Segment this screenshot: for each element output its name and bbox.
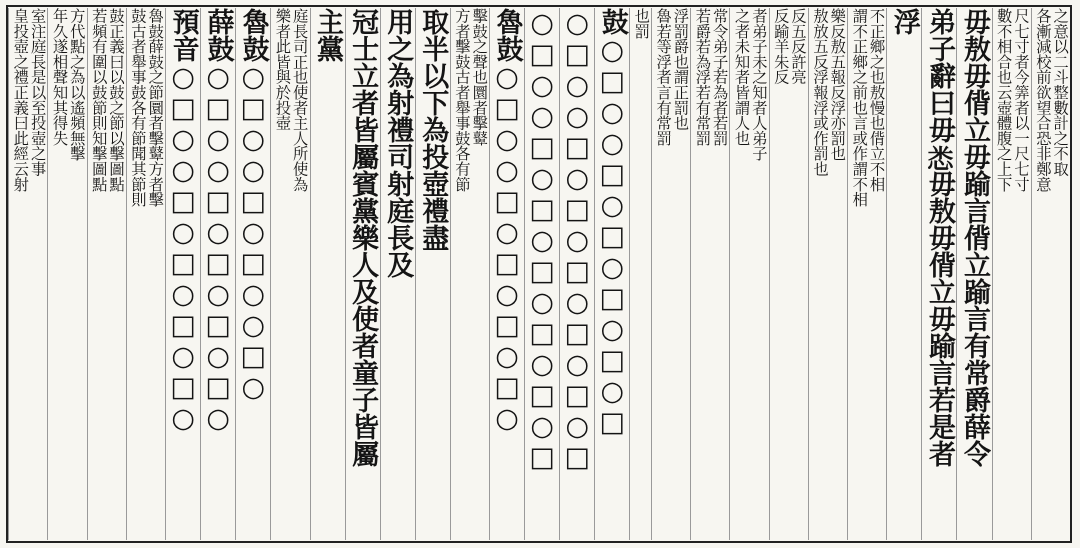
main-text: 魯鼓○□○○□○□○□○□○ [491, 8, 523, 434]
commentary-column [126, 8, 165, 540]
commentary-line: 鼓正義曰以鼓之節以擊圖點 [107, 8, 126, 192]
main-text-column [886, 8, 921, 540]
commentary-line: 反踰羊朱反 [771, 8, 790, 85]
commentary-line: 樂反敖五報反浮亦罰也 [828, 8, 847, 161]
commentary-line: 尺七寸者今筭者以一尺七寸 [1011, 8, 1030, 192]
main-text-column [956, 8, 991, 540]
main-text: 用之為射禮司射庭長及 [382, 8, 414, 278]
commentary-line: 反五反許亮 [789, 8, 808, 85]
main-text-column [235, 8, 270, 540]
commentary-line: 庭長司正也使者主人所使為 [290, 8, 309, 192]
main-text-column [489, 8, 524, 540]
main-text-column [415, 8, 450, 540]
commentary-column [1031, 8, 1070, 540]
commentary-line: 之者未知者皆謂人也 [732, 8, 751, 146]
commentary-line: 常令弟子若為者若罰 [710, 8, 729, 146]
main-text: 浮 [888, 8, 920, 35]
commentary-line: 鼓古者舉事鼓各有節聞其節則 [128, 8, 147, 207]
commentary-line: 魯若等浮者言有常罰 [654, 8, 673, 146]
main-text: 取半以下為投壺禮盡 [417, 8, 449, 251]
main-text-column [559, 8, 594, 540]
commentary-line: 敖放五反浮報浮或作罰也 [811, 8, 829, 177]
main-text-column [200, 8, 235, 540]
commentary-line: 也罰 [632, 8, 651, 39]
commentary-line: 魯鼓薛鼓之節圜者擊鼙方者擊 [146, 8, 165, 207]
main-text-column [380, 8, 415, 540]
commentary-line: 浮罰爵也謂正罰也 [671, 8, 690, 131]
commentary-line: 不正鄉之也敖慢也偝立不相 [867, 8, 886, 192]
commentary-column [450, 8, 489, 540]
main-text-column [310, 8, 345, 540]
main-text: 薛鼓○□○○□○□○□○□○ [202, 8, 234, 434]
commentary-line: 擊鼓之聲也圜者擊鼙 [470, 8, 489, 146]
commentary-column [8, 8, 47, 540]
commentary-line: 方者擊鼓古者舉事鼓各有節 [452, 8, 471, 192]
main-text: ○□○○□○□○□○□○□○□ [526, 8, 558, 473]
commentary-line: 皇投壺之禮正義曰此經云射 [11, 8, 30, 192]
main-text-column [524, 8, 559, 540]
main-text: 冠士立者皆屬賓黨樂人及使者童子皆屬 [347, 8, 379, 467]
commentary-line: 數不相合也云壺體腹之上下 [994, 8, 1013, 192]
main-text: 弟子辭曰毋𢘻毋敖毋偝立毋踰言若是者 [923, 8, 955, 467]
main-text-column [165, 8, 200, 540]
commentary-line: 年久遂相聲知其得失 [50, 8, 69, 146]
main-text: 主黨 [312, 8, 344, 62]
commentary-line: 方代點之為以遙頻無擊 [67, 8, 86, 161]
commentary-column [808, 8, 847, 540]
commentary-column [769, 8, 808, 540]
commentary-column [690, 8, 729, 540]
main-text: 鼓○□○○□○□○□○□○□ [596, 8, 628, 438]
commentary-line: 室注庭長是以至投壺之事 [28, 8, 47, 177]
commentary-line: 若頻有圍以鼓節則知擊圖點 [89, 8, 108, 192]
main-text-column [345, 8, 380, 540]
commentary-line: 若爵若為浮若有常罰 [693, 8, 712, 146]
commentary-line: 謂不正鄉之前也言或作謂不相 [850, 8, 869, 207]
main-text-column [594, 8, 629, 540]
main-text: ○□○○□○□○□○□○□○□ [561, 8, 593, 473]
main-text-column [921, 8, 956, 540]
main-text: 毋敖毋偝立毋踰言偝立踰言有常爵薛令 [959, 8, 991, 467]
commentary-line: 樂者此皆與於投壺 [273, 8, 292, 131]
commentary-column [270, 8, 309, 540]
commentary-column [729, 8, 768, 540]
text-columns [8, 8, 1070, 540]
commentary-column [651, 8, 690, 540]
commentary-column [992, 8, 1031, 540]
main-text: 魯鼓○□○○□○□○○□○ [237, 8, 269, 403]
commentary-column [847, 8, 886, 540]
main-text: 預音○□○○□○□○□○□○ [167, 8, 199, 434]
commentary-column [47, 8, 86, 540]
commentary-line: 之意以二斗整數計之不取 [1051, 8, 1070, 177]
commentary-line: 者弟子未之知者人弟子 [749, 8, 768, 161]
commentary-line: 各漸減校前欲望合恐非鄭意 [1033, 8, 1052, 192]
commentary-column [629, 8, 651, 540]
commentary-column [87, 8, 126, 540]
